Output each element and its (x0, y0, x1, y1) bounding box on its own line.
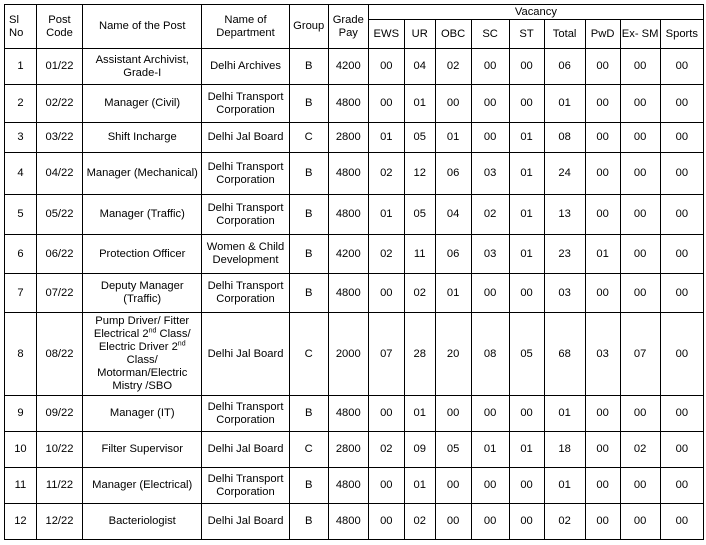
vacancy-ews-cell: 01 (368, 195, 404, 235)
vacancy-st-cell: 00 (509, 396, 544, 432)
vacancy-pwd-cell: 00 (585, 123, 620, 153)
vacancy-obc-cell: 00 (435, 504, 471, 540)
vacancy-sc-cell: 00 (471, 85, 509, 123)
sl-cell: 9 (5, 396, 37, 432)
header-grade-pay: Grade Pay (328, 5, 368, 49)
table-row (5, 153, 704, 195)
vacancy-sports-cell: 00 (660, 49, 703, 85)
vacancy-st-cell: 01 (509, 123, 544, 153)
vacancy-pwd-cell: 03 (585, 313, 620, 396)
department-cell: Delhi Transport Corporation (202, 274, 289, 313)
vacancy-ex-sm-cell: 00 (620, 49, 660, 85)
header-vacancy-total: Total (544, 20, 585, 49)
vacancy-total-cell: 02 (544, 504, 585, 540)
header-vacancy-obc: OBC (435, 20, 471, 49)
sl-cell: 6 (5, 235, 37, 274)
vacancy-ews-cell: 07 (368, 313, 404, 396)
vacancy-sc-cell: 03 (471, 235, 509, 274)
department-cell: Delhi Jal Board (202, 504, 289, 540)
table-row (5, 123, 704, 153)
vacancy-ex-sm-cell: 00 (620, 468, 660, 504)
header-vacancy-st: ST (509, 20, 544, 49)
vacancy-pwd-cell: 00 (585, 153, 620, 195)
post-code-cell: 11/22 (36, 468, 82, 504)
vacancy-sc-cell: 00 (471, 274, 509, 313)
vacancy-ur-cell: 05 (404, 195, 435, 235)
vacancy-total-cell: 08 (544, 123, 585, 153)
post-name-cell: Manager (Mechanical) (83, 153, 202, 195)
grade-pay-cell: 4200 (328, 49, 368, 85)
sl-cell: 3 (5, 123, 37, 153)
vacancy-st-cell: 00 (509, 274, 544, 313)
sl-cell: 8 (5, 313, 37, 396)
post-name-cell: Bacteriologist (83, 504, 202, 540)
vacancy-st-cell: 01 (509, 153, 544, 195)
vacancy-ur-cell: 04 (404, 49, 435, 85)
vacancy-sports-cell: 00 (660, 504, 703, 540)
vacancy-ex-sm-cell: 00 (620, 504, 660, 540)
group-cell: B (289, 85, 328, 123)
table-header (5, 5, 704, 49)
vacancy-sports-cell: 00 (660, 468, 703, 504)
vacancy-sports-cell: 00 (660, 235, 703, 274)
post-code-cell: 12/22 (36, 504, 82, 540)
vacancy-sc-cell: 02 (471, 195, 509, 235)
vacancy-ur-cell: 01 (404, 396, 435, 432)
vacancy-obc-cell: 06 (435, 235, 471, 274)
table-row (5, 49, 704, 85)
vacancy-ex-sm-cell: 07 (620, 313, 660, 396)
vacancy-sc-cell: 01 (471, 432, 509, 468)
grade-pay-cell: 4800 (328, 195, 368, 235)
vacancy-ur-cell: 09 (404, 432, 435, 468)
grade-pay-cell: 2800 (328, 432, 368, 468)
table-row (5, 313, 704, 396)
department-cell: Delhi Transport Corporation (202, 153, 289, 195)
vacancy-pwd-cell: 00 (585, 85, 620, 123)
header-post-name: Name of the Post (83, 5, 202, 49)
vacancy-ur-cell: 11 (404, 235, 435, 274)
table-row (5, 396, 704, 432)
group-cell: B (289, 274, 328, 313)
post-code-cell: 05/22 (36, 195, 82, 235)
vacancy-obc-cell: 20 (435, 313, 471, 396)
sl-cell: 5 (5, 195, 37, 235)
table-row (5, 235, 704, 274)
vacancy-table-wrapper (4, 4, 704, 540)
vacancy-total-cell: 03 (544, 274, 585, 313)
vacancy-table (4, 4, 704, 540)
group-cell: C (289, 123, 328, 153)
header-vacancy-pwd: PwD (585, 20, 620, 49)
vacancy-sc-cell: 03 (471, 153, 509, 195)
vacancy-obc-cell: 01 (435, 274, 471, 313)
group-cell: C (289, 432, 328, 468)
table-row (5, 504, 704, 540)
post-name-cell: Manager (Electrical) (83, 468, 202, 504)
vacancy-sports-cell: 00 (660, 396, 703, 432)
vacancy-total-cell: 06 (544, 49, 585, 85)
post-code-cell: 03/22 (36, 123, 82, 153)
group-cell: B (289, 396, 328, 432)
vacancy-ex-sm-cell: 00 (620, 396, 660, 432)
group-cell: B (289, 153, 328, 195)
post-name-cell: Manager (Traffic) (83, 195, 202, 235)
vacancy-pwd-cell: 01 (585, 235, 620, 274)
grade-pay-cell: 4800 (328, 85, 368, 123)
vacancy-sc-cell: 00 (471, 49, 509, 85)
vacancy-sports-cell: 00 (660, 195, 703, 235)
post-code-cell: 06/22 (36, 235, 82, 274)
vacancy-ews-cell: 00 (368, 396, 404, 432)
vacancy-obc-cell: 00 (435, 396, 471, 432)
vacancy-ews-cell: 00 (368, 49, 404, 85)
group-cell: B (289, 504, 328, 540)
vacancy-total-cell: 01 (544, 468, 585, 504)
vacancy-ews-cell: 00 (368, 504, 404, 540)
vacancy-total-cell: 68 (544, 313, 585, 396)
grade-pay-cell: 4800 (328, 504, 368, 540)
vacancy-pwd-cell: 00 (585, 504, 620, 540)
post-name-cell: Pump Driver/ Fitter Electrical 2nd Class/ Electric Driver 2nd Class/ Motorman/Electric Mistry /SBO (83, 313, 202, 396)
vacancy-ur-cell: 28 (404, 313, 435, 396)
vacancy-st-cell: 00 (509, 85, 544, 123)
vacancy-ews-cell: 01 (368, 123, 404, 153)
table-row (5, 85, 704, 123)
vacancy-ews-cell: 02 (368, 432, 404, 468)
post-code-cell: 09/22 (36, 396, 82, 432)
post-code-cell: 08/22 (36, 313, 82, 396)
vacancy-ews-cell: 00 (368, 468, 404, 504)
grade-pay-cell: 4200 (328, 235, 368, 274)
header-vacancy-sc: SC (471, 20, 509, 49)
post-code-cell: 07/22 (36, 274, 82, 313)
header-vacancy: Vacancy (368, 5, 703, 20)
vacancy-st-cell: 05 (509, 313, 544, 396)
vacancy-obc-cell: 00 (435, 85, 471, 123)
department-cell: Delhi Jal Board (202, 123, 289, 153)
grade-pay-cell: 4800 (328, 274, 368, 313)
sl-cell: 2 (5, 85, 37, 123)
vacancy-pwd-cell: 00 (585, 396, 620, 432)
department-cell: Women & Child Development (202, 235, 289, 274)
vacancy-ews-cell: 00 (368, 274, 404, 313)
vacancy-ews-cell: 02 (368, 153, 404, 195)
vacancy-st-cell: 01 (509, 432, 544, 468)
vacancy-sc-cell: 00 (471, 123, 509, 153)
vacancy-ur-cell: 01 (404, 85, 435, 123)
post-code-cell: 10/22 (36, 432, 82, 468)
sl-cell: 4 (5, 153, 37, 195)
vacancy-ur-cell: 02 (404, 274, 435, 313)
post-name-cell: Assistant Archivist, Grade-I (83, 49, 202, 85)
header-department: Name of Department (202, 5, 289, 49)
vacancy-sports-cell: 00 (660, 274, 703, 313)
vacancy-total-cell: 18 (544, 432, 585, 468)
vacancy-obc-cell: 06 (435, 153, 471, 195)
grade-pay-cell: 4800 (328, 468, 368, 504)
vacancy-pwd-cell: 00 (585, 195, 620, 235)
post-name-cell: Shift Incharge (83, 123, 202, 153)
vacancy-total-cell: 01 (544, 396, 585, 432)
header-vacancy-ur: UR (404, 20, 435, 49)
vacancy-sports-cell: 00 (660, 153, 703, 195)
header-vacancy-sports: Sports (660, 20, 703, 49)
vacancy-st-cell: 00 (509, 504, 544, 540)
vacancy-ews-cell: 02 (368, 235, 404, 274)
vacancy-st-cell: 01 (509, 235, 544, 274)
vacancy-ex-sm-cell: 00 (620, 274, 660, 313)
grade-pay-cell: 4800 (328, 396, 368, 432)
vacancy-sports-cell: 00 (660, 432, 703, 468)
department-cell: Delhi Archives (202, 49, 289, 85)
post-name-cell: Filter Supervisor (83, 432, 202, 468)
header-sl: Sl No (5, 5, 37, 49)
vacancy-pwd-cell: 00 (585, 468, 620, 504)
vacancy-sc-cell: 08 (471, 313, 509, 396)
department-cell: Delhi Transport Corporation (202, 396, 289, 432)
sl-cell: 7 (5, 274, 37, 313)
vacancy-total-cell: 01 (544, 85, 585, 123)
post-name-cell: Manager (IT) (83, 396, 202, 432)
vacancy-ex-sm-cell: 02 (620, 432, 660, 468)
vacancy-sc-cell: 00 (471, 396, 509, 432)
department-cell: Delhi Jal Board (202, 432, 289, 468)
department-cell: Delhi Transport Corporation (202, 195, 289, 235)
vacancy-sc-cell: 00 (471, 504, 509, 540)
header-group: Group (289, 5, 328, 49)
vacancy-ex-sm-cell: 00 (620, 85, 660, 123)
department-cell: Delhi Transport Corporation (202, 85, 289, 123)
vacancy-ur-cell: 02 (404, 504, 435, 540)
group-cell: B (289, 468, 328, 504)
vacancy-total-cell: 23 (544, 235, 585, 274)
grade-pay-cell: 4800 (328, 153, 368, 195)
vacancy-st-cell: 01 (509, 195, 544, 235)
table-row (5, 468, 704, 504)
vacancy-st-cell: 00 (509, 49, 544, 85)
vacancy-total-cell: 13 (544, 195, 585, 235)
post-code-cell: 01/22 (36, 49, 82, 85)
post-code-cell: 02/22 (36, 85, 82, 123)
sl-cell: 12 (5, 504, 37, 540)
department-cell: Delhi Transport Corporation (202, 468, 289, 504)
group-cell: C (289, 313, 328, 396)
table-row (5, 195, 704, 235)
vacancy-obc-cell: 02 (435, 49, 471, 85)
vacancy-ex-sm-cell: 00 (620, 235, 660, 274)
vacancy-sc-cell: 00 (471, 468, 509, 504)
group-cell: B (289, 235, 328, 274)
vacancy-ur-cell: 01 (404, 468, 435, 504)
vacancy-obc-cell: 05 (435, 432, 471, 468)
vacancy-ex-sm-cell: 00 (620, 153, 660, 195)
vacancy-obc-cell: 00 (435, 468, 471, 504)
vacancy-pwd-cell: 00 (585, 274, 620, 313)
vacancy-st-cell: 00 (509, 468, 544, 504)
table-row (5, 432, 704, 468)
group-cell: B (289, 195, 328, 235)
department-cell: Delhi Jal Board (202, 313, 289, 396)
vacancy-total-cell: 24 (544, 153, 585, 195)
post-name-cell: Deputy Manager (Traffic) (83, 274, 202, 313)
grade-pay-cell: 2000 (328, 313, 368, 396)
vacancy-obc-cell: 01 (435, 123, 471, 153)
post-name-cell: Manager (Civil) (83, 85, 202, 123)
sl-cell: 10 (5, 432, 37, 468)
vacancy-ex-sm-cell: 00 (620, 123, 660, 153)
header-vacancy-ex-sm: Ex- SM (620, 20, 660, 49)
vacancy-pwd-cell: 00 (585, 432, 620, 468)
header-post-code: Post Code (36, 5, 82, 49)
table-body (5, 49, 704, 540)
vacancy-ews-cell: 00 (368, 85, 404, 123)
vacancy-pwd-cell: 00 (585, 49, 620, 85)
vacancy-ex-sm-cell: 00 (620, 195, 660, 235)
grade-pay-cell: 2800 (328, 123, 368, 153)
post-name-cell: Protection Officer (83, 235, 202, 274)
vacancy-ur-cell: 12 (404, 153, 435, 195)
post-code-cell: 04/22 (36, 153, 82, 195)
header-vacancy-ews: EWS (368, 20, 404, 49)
vacancy-sports-cell: 00 (660, 123, 703, 153)
vacancy-sports-cell: 00 (660, 85, 703, 123)
vacancy-obc-cell: 04 (435, 195, 471, 235)
vacancy-sports-cell: 00 (660, 313, 703, 396)
group-cell: B (289, 49, 328, 85)
vacancy-ur-cell: 05 (404, 123, 435, 153)
sl-cell: 11 (5, 468, 37, 504)
table-row (5, 274, 704, 313)
sl-cell: 1 (5, 49, 37, 85)
